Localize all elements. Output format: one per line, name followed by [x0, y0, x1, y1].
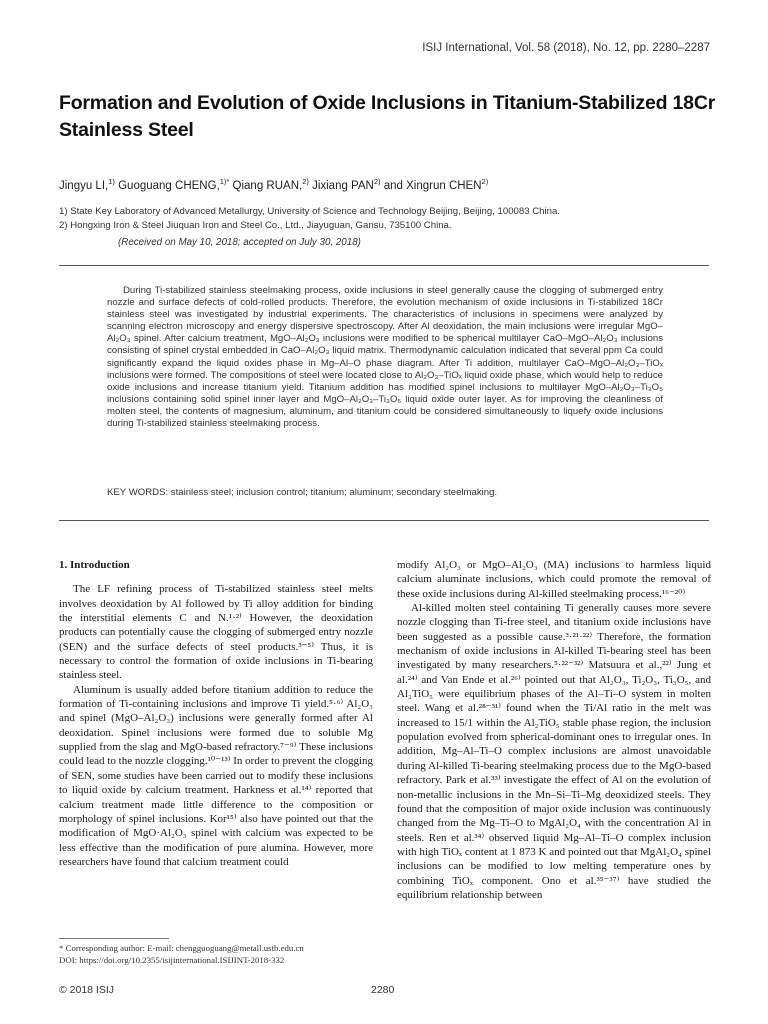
received-text: (Received on May 10, 2018; accepted on July 30, 2018) — [118, 237, 361, 248]
right-column — [397, 558, 711, 902]
author-name: Qiang RUAN, — [229, 179, 303, 192]
author-affil-mark: 1)* — [219, 177, 230, 186]
received-date — [118, 237, 361, 248]
bottom-divider — [59, 520, 709, 521]
section-heading: 1. Introduction — [59, 559, 130, 571]
footnotes — [59, 942, 379, 966]
body-paragraph: Al-killed molten steel containing Ti generally causes more severe nozzle clogging than Ti-free steel, and titanium oxide inclusions have been suggested as a possible cause.³·²¹·²²⁾ Therefore, the formation mechanism of oxide inclusions in Al-killed Ti-bearing steel has been investigated by many researchers.⁵·²²⁻³²⁾ Matsuura et al.,²²⁾ Jung et al.²⁴⁾ and Van Ende et al.²⁶⁾ pointed out that Al₂O₃, Ti₂O₃, Ti₃O₅, and Al₂TiO₅ were equilibrium phases of the Al–Ti–O system in molten steel. Wang et al.²⁸⁻³¹⁾ found when the Ti/Al ratio in the melt was increased to 15/1 within the Al₂TiO₅ stable phase region, the inclusion population evolved from spherical-dominant ones to irregular ones. In addition, Mg–Al–Ti–O complex inclusions are almost unavoidable during Al-killed Ti-bearing steelmaking process due to the MgO-based refractory. Park et al.³³⁾ investigate the effect of Al on the evolution of non-metallic inclusions in the Mn–Si–Ti–Mg deoxidized steels. They found that the composition of major oxide inclusion was continuously changed from the Mg–Ti–O to MgAl₂O₄ with the concentration Al in steels. Ren et al.³⁴⁾ observed liquid Mg–Al–Ti–O complex inclusion with high TiOₓ content at 1 873 K and pointed out that MgAl₂O₄ spinel inclusions can be modified to low melting temperature ones by combining TiOₓ component. Ono et al.³⁵⁻³⁷⁾ have studied the equilibrium relationship between — [397, 602, 711, 901]
keywords: KEY WORDS: stainless steel; inclusion control; titanium; aluminum; secondary steelmaking. — [107, 487, 498, 498]
paper-title: Formation and Evolution of Oxide Inclusions in Titanium-Stabilized 18Cr Stainless Steel — [59, 92, 716, 141]
top-divider — [59, 265, 709, 266]
author-name: Jixiang PAN — [308, 179, 374, 192]
left-column — [59, 558, 373, 869]
abstract-text: During Ti-stabilized stainless steelmaking process, oxide inclusions in steel generally cause the clogging of submerged entry nozzle and surface defects of cold-rolled products. Therefore, the evolution mechanism of oxide inclusions in Ti-stabilized 18Cr stainless steel was investigated by industrial experiments. The characteristics of inclusions in specimens were analyzed by scanning electron microscopy and energy dispersive spectroscopy. After Al deoxidation, the main inclusions were irregular MgO–Al₂O₃ spinel. After calcium treatment, MgO–Al₂O₃ inclusions were modified to be spherical multilayer CaO–MgO–Al₂O₃ inclusions consisting of spinel crystal embedded in CaO–Al₂O₃ liquid matrix. Thermodynamic calculation indicated that several ppm Ca could significantly expand the liquid oxides phase in Mg–Al–O phase diagram. After Ti addition, multilayer CaO–MgO–Al₂O₃–TiOₓ inclusions were formed. The compositions of steel were located close to Al₂O₃–TiOₓ liquid oxide phase, which would help to reduce oxide inclusions and increase titanium yield. Titanium addition has modified spinel inclusions to multilayer MgO–Al₂O₃–Ti₃O₅ inclusions containing solid spinel inner layer and MgO–Al₂O₃–Ti₃O₅ liquid oxide outer layer. As for improving the cleanliness of molten steel, the contents of magnesium, aluminum, and titanium could be considered simultaneously to liquefy oxide inclusions during Ti-stabilized stainless steelmaking process. — [107, 285, 663, 430]
author-name: Jingyu LI, — [59, 179, 109, 192]
copyright: © 2018 ISIJ — [59, 984, 115, 996]
page-number: 2280 — [371, 984, 395, 996]
author-affil-mark: 2) — [373, 177, 381, 186]
author-affil-mark: 1) — [108, 177, 115, 186]
author-list — [59, 177, 488, 192]
author-name: Guoguang CHENG, — [114, 179, 220, 192]
author-affil-mark: 2) — [481, 177, 489, 186]
journal-reference: ISIJ International, Vol. 58 (2018), No. 12, pp. 2280–2287 — [422, 42, 710, 54]
body-paragraph: modify Al₂O₃ or MgO–Al₂O₃ (MA) inclusions to harmless liquid calcium aluminate inclusions, which could promote the removal of these oxide inclusions during Al-killed steelmaking process.¹⁶⁻²⁰⁾ — [397, 559, 711, 600]
body-paragraph: Aluminum is usually added before titanium addition to reduce the formation of Ti-containing inclusions and improve Ti yield.⁵·⁶⁾ Al₂O₃ and spinel (MgO–Al₂O₃) inclusions were generally formed after Al deoxidation. Spinel inclusions were formed due to soluble Mg supplied from the slag and MgO-based refractory.⁷⁻⁹⁾ These inclusions could lead to the nozzle clogging.¹⁰⁻¹³⁾ In order to prevent the clogging of SEN, some studies have been carried out to modify these inclusions to liquid oxide by calcium treatment. Harkness et al.¹⁴⁾ reported that calcium treatment made little difference to the composition or morphology of spinel inclusions. Kor¹⁵⁾ also have pointed out that the modification of MgO·Al₂O₃ spinel with calcium was expected to be less effective than the modification of pure alumina. However, more researchers have found that calcium treatment could — [59, 683, 373, 868]
author-name: and Xingrun CHEN — [380, 179, 482, 192]
affiliations — [59, 205, 560, 233]
abstract — [107, 285, 663, 430]
affiliation-line: 1) State Key Laboratory of Advanced Metallurgy, University of Science and Technology Beijing, Beijing, 100083 China. — [59, 206, 560, 217]
doi: DOI: https://doi.org/10.2355/isijinternational.ISIJINT-2018-332 — [59, 955, 285, 965]
corresponding-author: * Corresponding author: E-mail: chengguoguang@metall.ustb.edu.cn — [59, 943, 304, 953]
body-paragraph: The LF refining process of Ti-stabilized stainless steel melts involves deoxidation by Al followed by Ti alloy addition for binding the interstitial elements C and N.¹·²⁾ However, the deoxidation products can potentially cause the clogging of submerged entry nozzle (SEN) and the surface defects of steel products.³⁻⁵⁾ Thus, it is necessary to control the formation of oxide inclusions in Ti-bearing stainless steel. — [59, 583, 373, 682]
author-affil-mark: 2) — [302, 177, 309, 186]
footnote-divider — [59, 938, 169, 939]
affiliation-line: 2) Hongxing Iron & Steel Jiuquan Iron and Steel Co., Ltd., Jiayuguan, Gansu, 735100 China. — [59, 220, 452, 231]
